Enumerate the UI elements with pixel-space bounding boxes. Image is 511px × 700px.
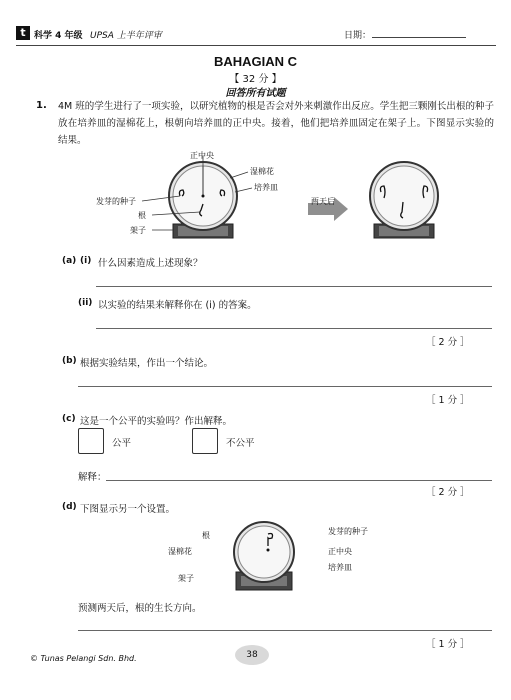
answer-line-d[interactable]: [78, 630, 492, 631]
section-instruction: 回答所有试题: [225, 88, 286, 99]
section-title: BAHAGIAN C: [213, 54, 298, 69]
checkbox-unfair[interactable]: [192, 428, 218, 454]
marks-d: ［ 1 分 ］: [426, 639, 470, 650]
petri-dish-after: [370, 162, 438, 238]
part-a-ii-question: 以实验的结果来解释你在 (i) 的答案。: [98, 300, 257, 311]
experiment-diagram-2: [200, 516, 320, 596]
d-label-petri-dish: 培养皿: [328, 563, 352, 572]
d-label-root: 根: [202, 531, 210, 540]
answer-line-b[interactable]: [78, 386, 492, 387]
marks-c: ［ 2 分 ］: [426, 487, 470, 498]
option-fair-label: 公平: [112, 438, 132, 449]
label-root: 根: [138, 211, 146, 220]
part-b-label: (b): [62, 356, 77, 366]
date-answer-line[interactable]: [372, 37, 466, 38]
d-label-wet-cotton: 湿棉花: [168, 547, 192, 556]
part-b-question: 根据实验结果，作出一个结论。: [80, 358, 214, 369]
part-c-question: 这是一个公平的实验吗？作出解释。: [80, 416, 233, 427]
exam-label: UPSA 上半年评审: [90, 31, 162, 41]
section-marks: 【 32 分 】: [229, 74, 282, 85]
copyright: © Tunas Pelangi Sdn. Bhd.: [30, 654, 137, 663]
petri-dish-before: [169, 162, 237, 238]
label-center: 正中央: [190, 151, 214, 160]
part-d-question: 下图显示另一个设置。: [80, 504, 176, 515]
question-number: 1.: [36, 100, 47, 111]
label-germinating-seed: 发芽的种子: [96, 197, 136, 206]
part-c-label: (c): [62, 414, 76, 424]
label-two-days-later: 两天后: [311, 197, 335, 206]
answer-line-a-ii[interactable]: [96, 328, 492, 329]
part-a-ii-label: (ii): [78, 298, 93, 308]
question-stem: 4M 班的学生进行了一项实验，以研究植物的根是否会对外来刺激作出反应。学生把三颗刚长出根的种子放在培养皿的湿棉花上，根朝向培养皿的正中央。接着，他们把培养皿固定在架子上。下图显示实验的结果。: [58, 101, 494, 146]
page-number: 38: [235, 645, 269, 665]
d-label-germinating-seed: 发芽的种子: [328, 527, 368, 536]
answer-line-c[interactable]: [106, 480, 492, 481]
subject-label: 科学 4 年级: [34, 31, 83, 41]
label-stand: 架子: [130, 226, 146, 235]
date-label: 日期：: [344, 31, 372, 41]
header-rule: [16, 45, 496, 46]
part-d-predict: 预测两天后，根的生长方向。: [78, 603, 202, 614]
part-a-i-label: (i): [80, 256, 92, 266]
label-wet-cotton: 湿棉花: [250, 167, 274, 176]
checkbox-fair[interactable]: [78, 428, 104, 454]
explain-label: 解释：: [78, 472, 107, 483]
publisher-logo: t: [16, 26, 30, 40]
part-d-label: (d): [62, 502, 77, 512]
option-unfair-label: 不公平: [226, 438, 255, 449]
label-petri-dish: 培养皿: [254, 183, 278, 192]
answer-line-a-i[interactable]: [96, 286, 492, 287]
marks-a: ［ 2 分 ］: [426, 337, 470, 348]
part-a-label: (a): [62, 256, 77, 266]
part-a-i-question: 什么因素造成上述现象？: [98, 258, 203, 269]
d-label-stand: 架子: [178, 574, 194, 583]
d-label-center: 正中央: [328, 547, 352, 556]
marks-b: ［ 1 分 ］: [426, 395, 470, 406]
